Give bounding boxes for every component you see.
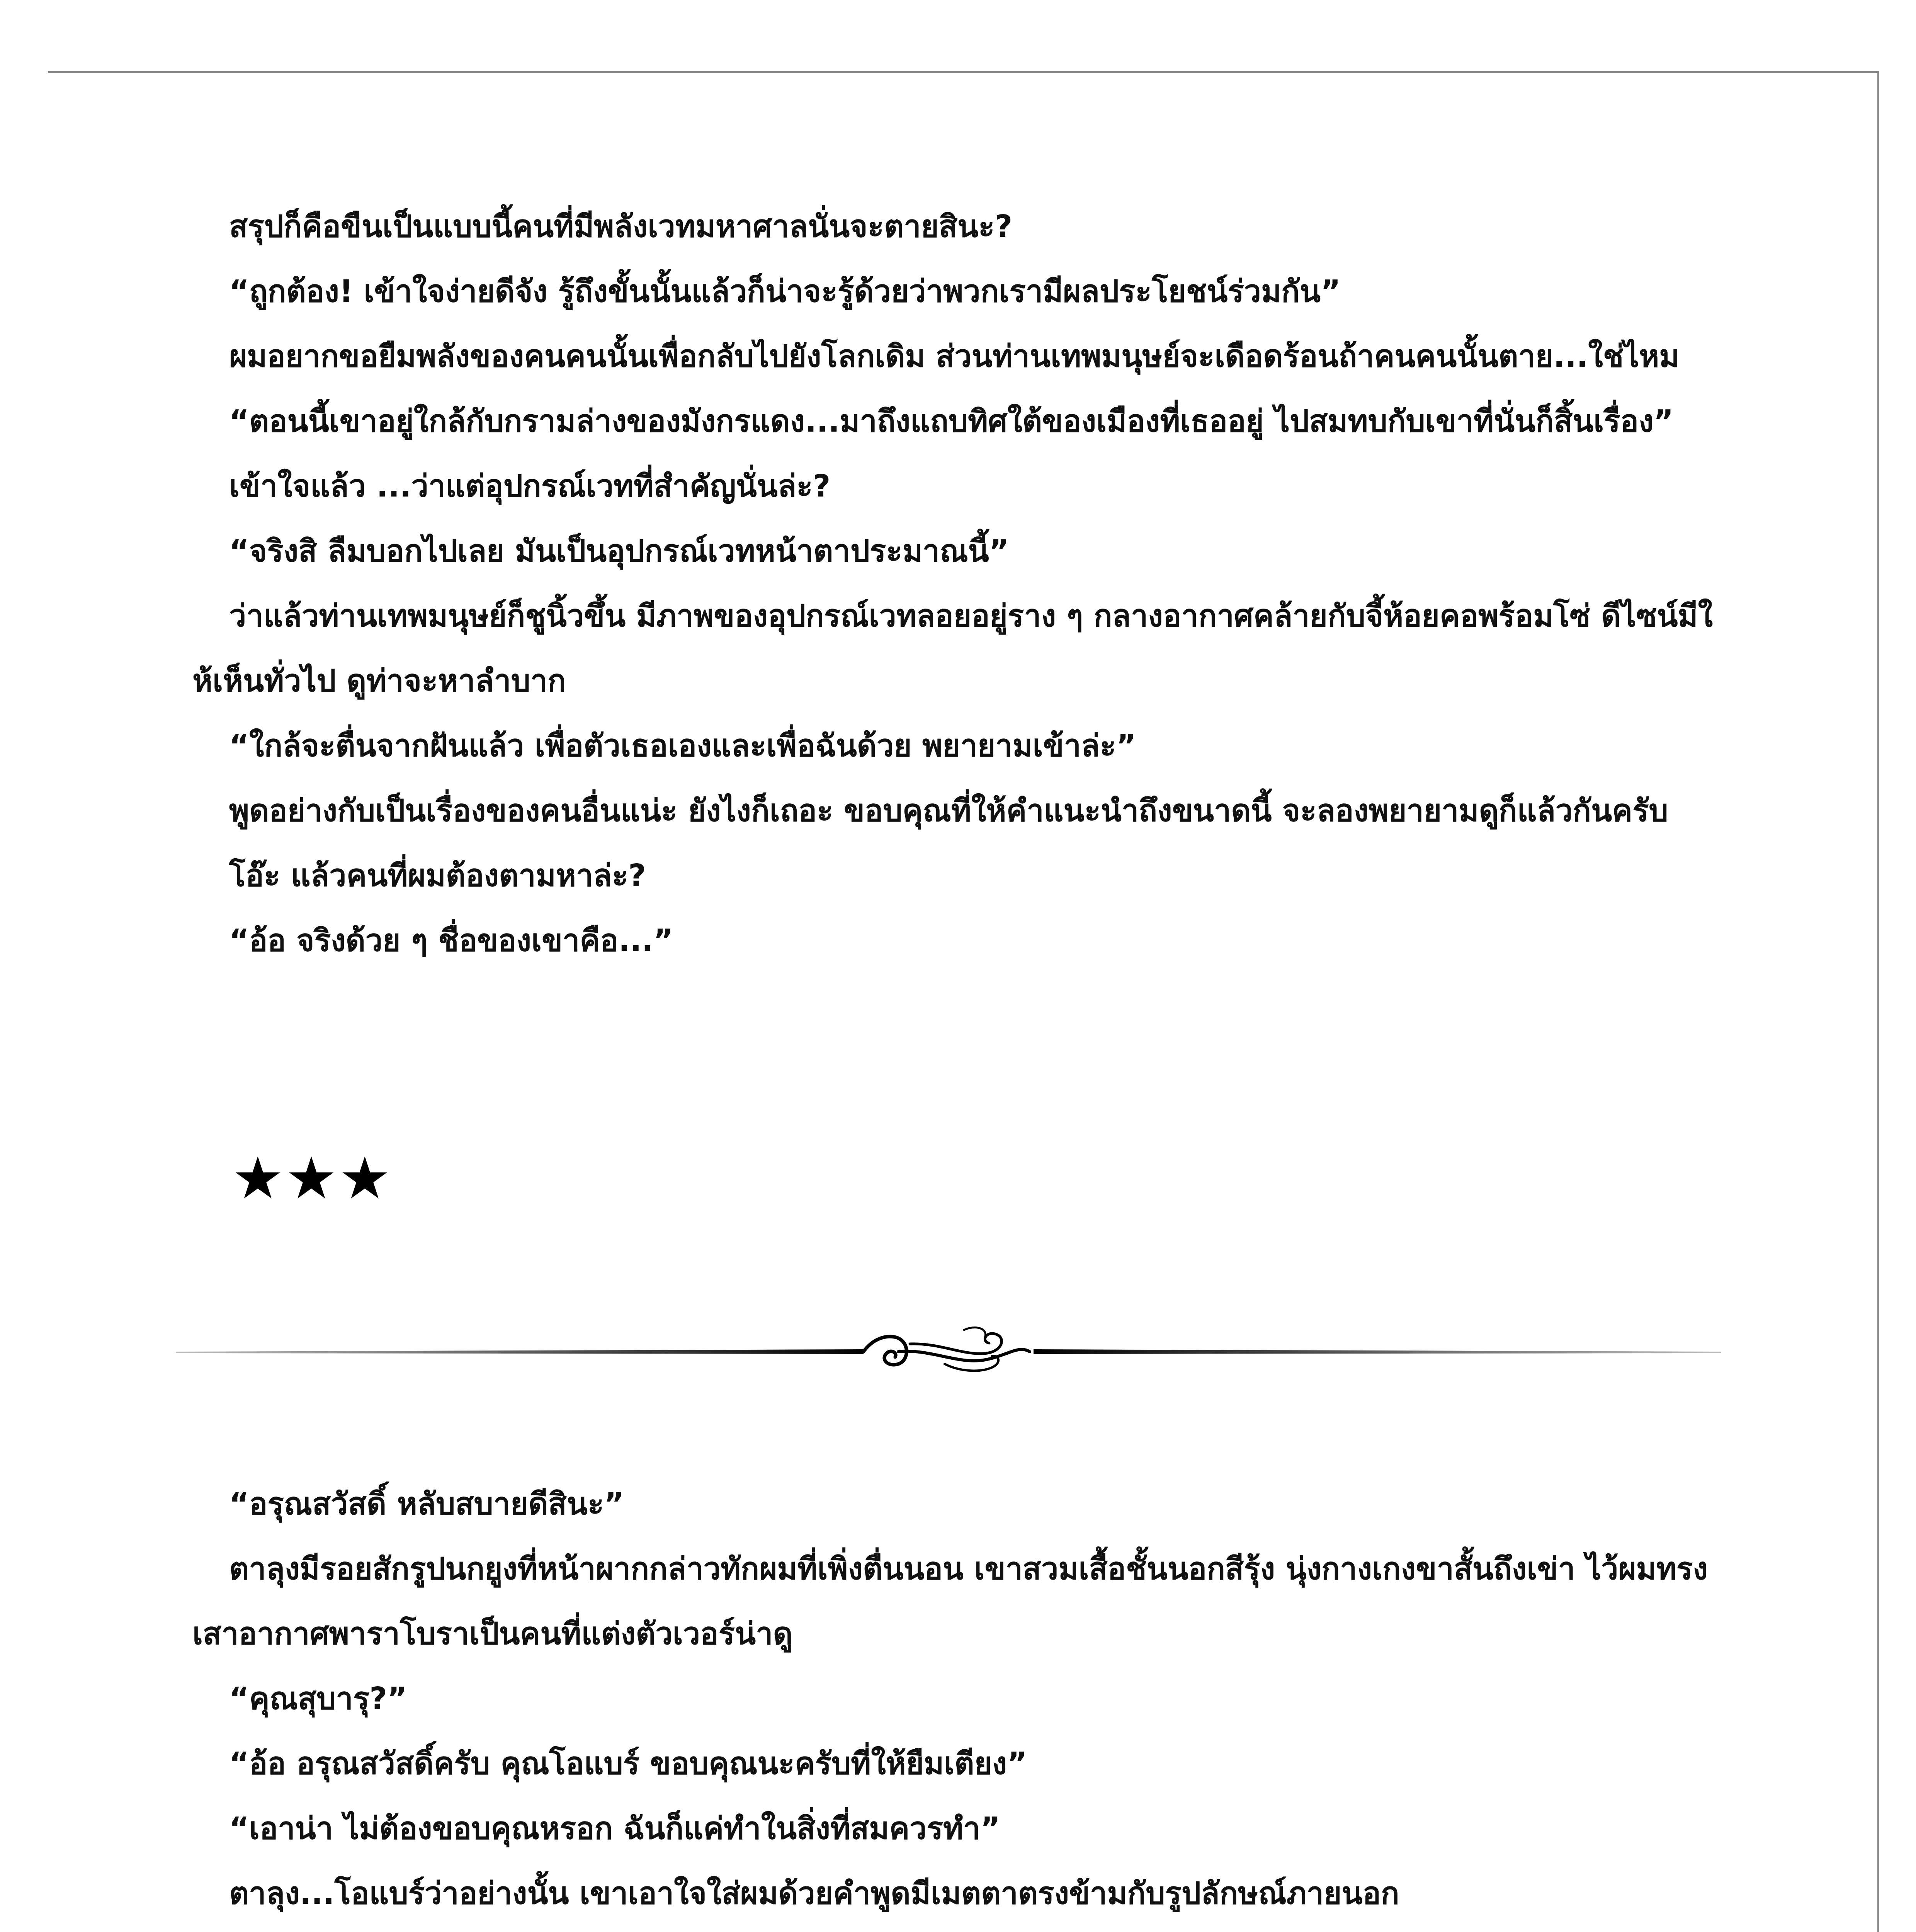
paragraph: เข้าใจแล้ว ...ว่าแต่อุปกรณ์เวทที่สำคัญนั่นล่ะ? (229, 468, 831, 504)
page-border-top (48, 71, 1879, 73)
paragraph: “อรุณสวัสดิ์ หลับสบายดีสินะ” (229, 1486, 624, 1522)
paragraph: ตาลุง...โอแบร์ว่าอย่างนั้น เขาเอาใจใส่ผมด้วยคำพูดมีเมตตาตรงข้ามกับรูปลักษณ์ภายนอก (229, 1876, 1399, 1911)
divider-left-line (176, 1349, 864, 1354)
paragraph: พูดอย่างกับเป็นเรื่องของคนอื่นแน่ะ ยังไงก็เถอะ ขอบคุณที่ให้คำแนะนำถึงขนาดนี้ จะลองพยายามดูก็แล้วกันครับ (229, 793, 1668, 828)
text-section-two (192, 1471, 1715, 1932)
paragraph (192, 1926, 1715, 1932)
paragraph: “ใกล้จะตื่นจากฝันแล้ว เพื่อตัวเธอเองและเพื่อฉันด้วย พยายามเข้าล่ะ” (229, 728, 1136, 764)
paragraph: สรุปก็คือขืนเป็นแบบนี้คนที่มีพลังเวทมหาศาลนั่นจะตายสินะ? (229, 209, 1013, 244)
divider-right-line (1034, 1349, 1721, 1354)
paragraph: “เอาน่า ไม่ต้องขอบคุณหรอก ฉันก็แค่ทำในสิ่งที่สมควรทำ” (229, 1811, 1001, 1846)
text-section-one (192, 194, 1715, 973)
flourish-icon (864, 1327, 1030, 1371)
paragraph: “ถูกต้อง! เข้าใจง่ายดีจัง รู้ถึงขั้นนั้นแล้วก็น่าจะรู้ด้วยว่าพวกเรามีผลประโยชน์ร่วมกัน” (229, 274, 1341, 309)
paragraph: ว่าแล้วท่านเทพมนุษย์ก็ชูนิ้วขึ้น มีภาพของอุปกรณ์เวทลอยอยู่ราง ๆ กลางอากาศคล้ายกับจี้ห้อยคอพร้อมโซ่ ดีไซน์มีให้เห็นทั่วไป ดูท่าจะหาลำบาก (192, 598, 1713, 699)
ornamental-divider (176, 1306, 1721, 1399)
paragraph: “คุณสุบารุ?” (229, 1681, 407, 1716)
paragraph: “อ้อ อรุณสวัสดิ์ครับ คุณโอแบร์ ขอบคุณนะครับที่ให้ยืมเตียง” (229, 1746, 1027, 1781)
paragraph: ผมอยากขอยืมพลังของคนคนนั้นเพื่อกลับไปยังโลกเดิม ส่วนท่านเทพมนุษย์จะเดือดร้อนถ้าคนคนนั้นตาย...ใช่ไหม (229, 338, 1680, 374)
paragraph: โอ๊ะ แล้วคนที่ผมต้องตามหาล่ะ? (229, 858, 646, 893)
scene-break-stars: ★★★ (232, 1145, 393, 1212)
paragraph: “ตอนนี้เขาอยู่ใกล้กับกรามล่างของมังกรแดง...มาถึงแถบทิศใต้ของเมืองที่เธออยู่ ไปสมทบกับเขาที่นั่นก็สิ้นเรื่อง” (229, 403, 1674, 439)
paragraph: ตาลุงมีรอยสักรูปนกยูงที่หน้าผากกล่าวทักผมที่เพิ่งตื่นนอน เขาสวมเสื้อชั้นนอกสีรุ้ง นุ่งกางเกงขาสั้นถึงเข่า ไว้ผมทรงเสาอากาศพาราโบราเป็นคนที่แต่งตัวเวอร์น่าดู (192, 1551, 1708, 1651)
paragraph: “จริงสิ ลืมบอกไปเลย มันเป็นอุปกรณ์เวทหน้าตาประมาณนี้” (229, 533, 1009, 569)
paragraph: “อ้อ จริงด้วย ๆ ชื่อของเขาคือ...” (229, 923, 673, 958)
page-border-right (1877, 71, 1879, 1932)
